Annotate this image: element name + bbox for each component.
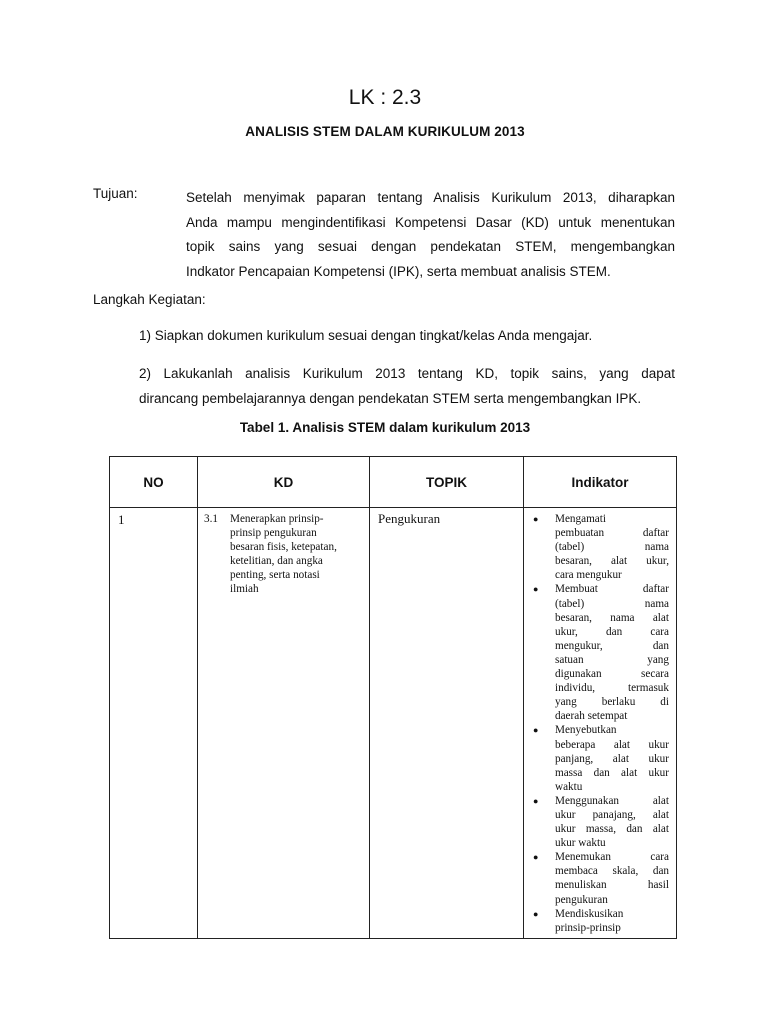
indikator-line: pengukuran: [555, 893, 608, 906]
header-kd: KD: [198, 457, 370, 508]
step-2-line: 2) Lakukanlah analisis Kurikulum 2013 tentang KD, topik sains, yang dapat: [139, 366, 675, 381]
indikator-line: pembuatan daftar: [555, 527, 669, 540]
kd-line: penting, serta notasi: [230, 569, 320, 581]
header-no: NO: [110, 457, 198, 508]
indikator-line: mengukur, dan: [555, 639, 669, 652]
indikator-line: Menemukan cara: [555, 851, 669, 864]
cell-kd: [198, 508, 370, 939]
list-item: [531, 850, 669, 906]
list-item: [531, 907, 669, 935]
step-2: [139, 362, 675, 411]
indikator-line: prinsip-prinsip: [555, 921, 621, 934]
indikator-line: panjang, alat ukur: [555, 752, 669, 765]
bullet-icon: ●: [533, 852, 539, 863]
indikator-line: satuan yang: [555, 653, 669, 666]
indikator-text: [555, 794, 669, 850]
indikator-line: Menggunakan alat: [555, 794, 669, 807]
analysis-table: [109, 456, 677, 939]
indikator-line: (tabel) nama: [555, 597, 669, 610]
indikator-line: ukur, dan cara: [555, 625, 669, 638]
tujuan-line: Indkator Pencapaian Kompetensi (IPK), serta membuat analisis STEM.: [186, 263, 611, 279]
indikator-line: menuliskan hasil: [555, 879, 669, 892]
indikator-line: cara mengukur: [555, 569, 622, 582]
list-item: [531, 512, 669, 582]
indikator-line: digunakan secara: [555, 668, 669, 681]
table-row: [110, 508, 677, 939]
indikator-line: beberapa alat ukur: [555, 738, 669, 751]
kd-line: ketelitian, dan angka: [230, 555, 323, 567]
bullet-icon: ●: [533, 725, 539, 736]
document-title: ANALISIS STEM DALAM KURIKULUM 2013: [245, 124, 525, 139]
header-indikator: Indikator: [524, 457, 677, 508]
tujuan-line: Anda mampu mengindentifikasi Kompetensi Dasar (KD) untuk menentukan: [186, 214, 675, 230]
indikator-text: [555, 850, 669, 906]
kd-description: [230, 512, 364, 596]
list-item: [531, 794, 669, 850]
indikator-line: waktu: [555, 780, 583, 793]
step-2-line: dirancang pembelajarannya dengan pendekatan STEM serta mengembangkan IPK.: [139, 390, 642, 406]
indikator-line: massa dan alat ukur: [555, 766, 669, 779]
indikator-line: besaran, alat ukur,: [555, 555, 669, 568]
indikator-line: daerah setempat: [555, 710, 628, 723]
indikator-line: individu, termasuk: [555, 682, 669, 695]
indikator-text: [555, 723, 669, 793]
cell-indikator: [524, 508, 677, 939]
indikator-text: [555, 512, 669, 582]
kd-line: ilmiah: [230, 583, 259, 595]
topik-value: Pengukuran: [378, 511, 441, 526]
tujuan-label: Tujuan:: [93, 186, 138, 201]
indikator-list: [525, 509, 675, 935]
cell-no: [110, 508, 198, 939]
step-1: 1) Siapkan dokumen kurikulum sesuai dengan tingkat/kelas Anda mengajar.: [139, 328, 593, 343]
header-topik: TOPIK: [370, 457, 524, 508]
list-item: [531, 723, 669, 793]
kd-line: prinsip pengukuran: [230, 527, 317, 539]
kd-line: besaran fisis, ketepatan,: [230, 541, 337, 553]
bullet-icon: ●: [533, 908, 539, 919]
indikator-line: besaran, nama alat: [555, 611, 669, 624]
indikator-text: [555, 907, 669, 935]
langkah-label: Langkah Kegiatan:: [93, 292, 206, 307]
indikator-line: Membuat daftar: [555, 583, 669, 596]
indikator-line: ukur massa, dan alat: [555, 823, 669, 836]
bullet-icon: ●: [533, 795, 539, 806]
indikator-line: ukur panajang, alat: [555, 808, 669, 821]
tujuan-line: Setelah menyimak paparan tentang Analisis Kurikulum 2013, diharapkan: [186, 190, 675, 205]
indikator-line: (tabel) nama: [555, 541, 669, 554]
worksheet-code: LK : 2.3: [348, 86, 422, 109]
indikator-line: Mendiskusikan: [555, 907, 624, 920]
kd-code: 3.1: [204, 513, 218, 525]
bullet-icon: ●: [533, 584, 539, 595]
bullet-icon: ●: [533, 514, 539, 524]
indikator-line: Mengamati: [555, 513, 606, 525]
kd-line: Menerapkan prinsip-: [230, 513, 324, 525]
indikator-line: yang berlaku di: [555, 696, 669, 709]
table-caption: Tabel 1. Analisis STEM dalam kurikulum 2013: [239, 420, 531, 435]
tujuan-line: topik sains yang sesuai dengan pendekatan STEM, mengembangkan: [186, 239, 675, 254]
table-header-row: [110, 457, 677, 508]
tujuan-paragraph: [186, 186, 675, 284]
list-item: [531, 582, 669, 723]
indikator-line: Menyebutkan: [555, 724, 617, 737]
cell-topik: [370, 508, 524, 939]
row-number: 1: [118, 512, 125, 527]
indikator-line: ukur waktu: [555, 837, 606, 850]
indikator-line: membaca skala, dan: [555, 865, 669, 878]
indikator-text: [555, 582, 669, 723]
